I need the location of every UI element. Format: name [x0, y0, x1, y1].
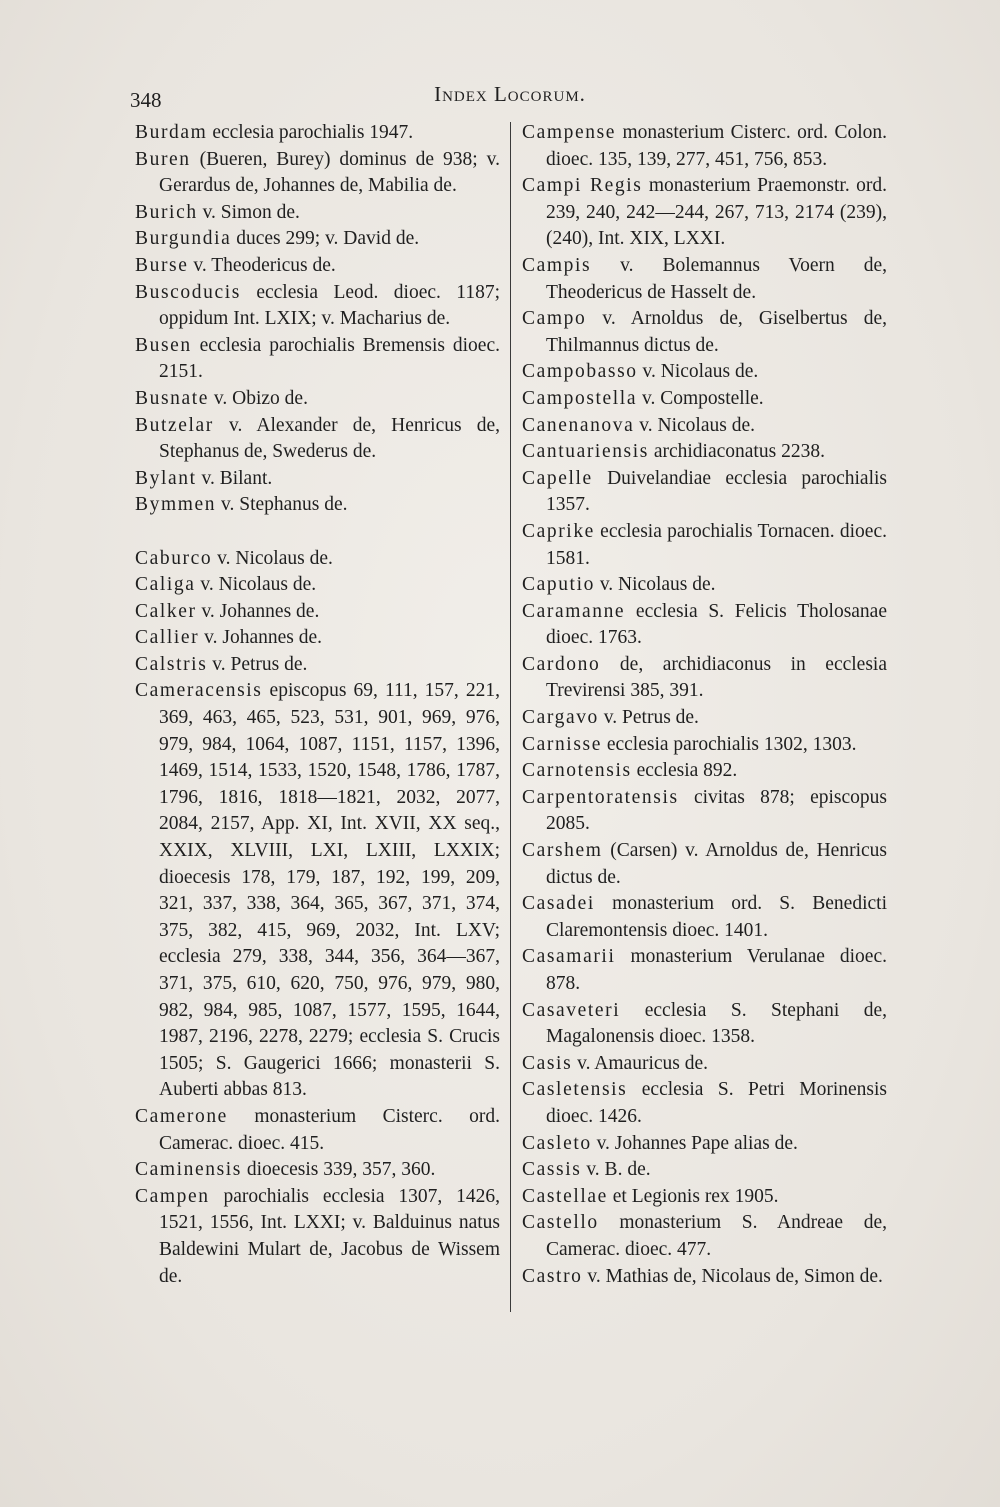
entry-keyword: Campense — [522, 122, 617, 143]
entry-keyword: Burich — [135, 201, 198, 223]
entry-text: dioecesis 339, 357, 360. — [242, 1159, 436, 1181]
index-entry — [135, 492, 500, 519]
entry-keyword: Cardono — [522, 653, 601, 675]
entry-keyword: Burse — [135, 254, 189, 276]
index-entry — [135, 652, 500, 679]
page-number: 348 — [130, 88, 162, 112]
index-entry — [522, 1157, 887, 1184]
entry-keyword: Buscoducis — [135, 281, 241, 303]
index-entry — [135, 147, 500, 200]
entry-keyword: Canenanova — [522, 414, 635, 436]
column-divider — [510, 122, 511, 1312]
entry-keyword: Caminensis — [135, 1159, 242, 1181]
entry-text: v. Petrus de. — [207, 653, 308, 675]
index-entry — [135, 572, 500, 599]
entry-text: v. Mathias de, Nicolaus de, Simon de. — [582, 1265, 883, 1287]
index-entry — [522, 705, 887, 732]
entry-keyword: Carpentoratensis — [522, 786, 679, 808]
index-entry — [135, 120, 500, 147]
entry-text: v. Amauricus de. — [572, 1052, 709, 1074]
entry-keyword: Campo — [522, 308, 587, 330]
index-column-right — [522, 120, 887, 1290]
entry-keyword: Capelle — [522, 467, 593, 489]
entry-keyword: Caliga — [135, 574, 196, 596]
index-entry — [522, 173, 887, 253]
index-entry — [522, 732, 887, 759]
entry-keyword: Butzelar — [135, 414, 214, 436]
index-entry — [135, 678, 500, 1104]
entry-text: v. Arnoldus de, Giselbertus de, Thilmannus dictus de. — [546, 308, 887, 356]
entry-keyword: Casamarii — [522, 946, 616, 968]
section-gap — [135, 519, 500, 546]
entry-keyword: Burdam — [135, 122, 208, 143]
index-entry — [522, 599, 887, 652]
entry-text: et Legionis rex 1905. — [607, 1185, 779, 1207]
entry-keyword: Caburco — [135, 547, 213, 569]
entry-text: v. Obizo de. — [209, 387, 308, 409]
entry-keyword: Calker — [135, 600, 197, 622]
index-entry — [522, 838, 887, 891]
index-entry — [135, 1157, 500, 1184]
entry-text: v. Compostelle. — [637, 387, 764, 409]
entry-keyword: Cassis — [522, 1159, 582, 1181]
entry-text: v. Petrus de. — [598, 707, 699, 729]
entry-text: v. Alexander de, Henricus de, Stephanus de, Swederus de. — [159, 414, 500, 463]
index-entry — [135, 1104, 500, 1157]
index-entry — [522, 785, 887, 838]
index-entry — [522, 1264, 887, 1291]
index-entry — [522, 439, 887, 466]
index-entry — [522, 120, 887, 173]
entry-text: v. B. de. — [581, 1159, 651, 1181]
index-entry — [135, 1184, 500, 1290]
index-entry — [135, 599, 500, 626]
entry-text: ecclesia Leod. dioec. 1187; oppidum Int. LXIX; v. Macharius de. — [159, 281, 500, 330]
index-entry — [135, 280, 500, 333]
entry-keyword: Cantuariensis — [522, 441, 649, 463]
entry-text: v. Simon de. — [197, 201, 300, 223]
index-entry — [522, 998, 887, 1051]
index-entry — [522, 944, 887, 997]
entry-keyword: Caramanne — [522, 600, 626, 622]
entry-keyword: Cameracensis — [135, 680, 263, 702]
entry-text: v. Bolemannus Voern de, Theodericus de Hasselt de. — [546, 254, 887, 303]
running-title: Index Locorum. — [434, 82, 586, 106]
index-entry — [522, 572, 887, 599]
entry-text: parochialis ecclesia 1307, 1426, 1521, 1556, Int. LXXI; v. Balduinus natus Baldewini Mulart de, Jacobus de Wissem de. — [159, 1185, 500, 1287]
index-entry — [522, 652, 887, 705]
entry-text: v. Stephanus de. — [216, 494, 348, 516]
entry-keyword: Buren — [135, 148, 191, 170]
index-entry — [135, 226, 500, 253]
entry-text: de, archidiaconus in ecclesia Trevirensi 385, 391. — [546, 653, 887, 702]
index-entry — [135, 333, 500, 386]
index-entry — [135, 200, 500, 227]
entry-text: v. Johannes Pape alias de. — [591, 1132, 798, 1154]
index-entry — [522, 1077, 887, 1130]
entry-text: ecclesia S. Felicis Tholosanae dioec. 1763. — [546, 600, 887, 649]
entry-keyword: Carnisse — [522, 733, 602, 755]
entry-keyword: Carnotensis — [522, 760, 632, 782]
entry-text: v. Nicolaus de. — [195, 574, 317, 596]
entry-text: v. Theodericus de. — [188, 254, 336, 276]
entry-text: v. Nicolaus de. — [212, 547, 333, 569]
index-entry — [135, 466, 500, 493]
index-entry — [522, 758, 887, 785]
page-header — [130, 78, 890, 112]
entry-keyword: Campobasso — [522, 361, 638, 383]
entry-keyword: Castellae — [522, 1185, 608, 1207]
index-entry — [135, 546, 500, 573]
entry-keyword: Casleto — [522, 1132, 592, 1154]
entry-keyword: Campostella — [522, 387, 638, 409]
entry-keyword: Busen — [135, 334, 192, 356]
entry-keyword: Busnate — [135, 387, 210, 409]
index-entry — [522, 466, 887, 519]
entry-text: monasterium ord. S. Benedicti Claremontensis dioec. 1401. — [546, 893, 887, 941]
index-entry — [522, 1131, 887, 1158]
index-column-left — [135, 120, 500, 1290]
index-entry — [522, 359, 887, 386]
index-entry — [522, 413, 887, 440]
entry-keyword: Casaveteri — [522, 999, 621, 1021]
entry-keyword: Bymmen — [135, 494, 217, 516]
entry-keyword: Caprike — [522, 520, 595, 542]
entry-text: archidiaconatus 2238. — [648, 441, 825, 463]
entry-text: monasterium S. Andreae de, Camerac. dioec. 477. — [546, 1212, 887, 1260]
entry-text: ecclesia parochialis 1947. — [207, 122, 414, 143]
index-entry — [135, 625, 500, 652]
entry-keyword: Castello — [522, 1212, 599, 1234]
entry-text: ecclesia 892. — [631, 760, 738, 782]
entry-text: duces 299; v. David de. — [231, 228, 420, 250]
index-entry — [522, 519, 887, 572]
index-entry — [135, 413, 500, 466]
entry-keyword: Campis — [522, 254, 592, 276]
entry-text: monasterium Praemonstr. ord. 239, 240, 242—244, 267, 713, 2174 (239), (240), Int. XIX, LXXI. — [546, 175, 887, 250]
index-entry — [522, 253, 887, 306]
entry-keyword: Casletensis — [522, 1079, 628, 1101]
index-entry — [522, 1184, 887, 1211]
entry-keyword: Camerone — [135, 1105, 228, 1127]
entry-text: monasterium Cisterc. ord. Camerac. dioec. 415. — [159, 1105, 500, 1154]
index-entry — [135, 253, 500, 280]
entry-text: ecclesia parochialis Tornacen. dioec. 1581. — [546, 520, 887, 569]
entry-keyword: Castro — [522, 1265, 583, 1287]
entry-keyword: Callier — [135, 627, 200, 649]
entry-keyword: Caputio — [522, 574, 595, 596]
entry-keyword: Bylant — [135, 467, 197, 489]
entry-keyword: Campi Regis — [522, 175, 643, 197]
index-entry — [522, 1210, 887, 1263]
entry-keyword: Casadei — [522, 893, 595, 915]
index-entry — [522, 386, 887, 413]
entry-keyword: Cargavo — [522, 707, 599, 729]
entry-text: ecclesia parochialis Bremensis dioec. 2151. — [159, 334, 500, 383]
entry-text: (Carsen) v. Arnoldus de, Henricus dictus de. — [546, 840, 887, 888]
entry-keyword: Burgundia — [135, 228, 232, 250]
entry-text: (Bueren, Burey) dominus de 938; v. Gerardus de, Johannes de, Mabilia de. — [159, 148, 500, 197]
entry-text: episcopus 69, 111, 157, 221, 369, 463, 465, 523, 531, 901, 969, 976, 979, 984, 1064, 1087, 1151, 1157, 1396, 1469, 1514, 1533, 1520, 1548, 1786, 1787, 1796, 1816, 1818—1821, 2032, 2077, 2084, 2157, App. XI, Int. XVII, XX seq., XXIX, XLVIII, LXI, LXIII, LXXIX; dioecesis 178, 179, 187, 192, 199, 209, 321, 337, 338, 364, 365, 367, 371, 374, 375, 382, 415, 969, 2032, Int. LXV; ecclesia 279, 338, 344, 356, 364—367, 371, 375, 610, 620, 750, 976, 979, 980, 982, 984, 985, 1087, 1577, 1595, 1644, 1987, 2196, 2278, 2279; ecclesia S. Crucis 1505; S. Gaugerici 1666; monasterii S. Auberti abbas 813. — [159, 680, 500, 1101]
entry-text: v. Nicolaus de. — [594, 574, 716, 596]
entry-text: monasterium Verulanae dioec. 878. — [546, 946, 887, 994]
index-entry — [135, 386, 500, 413]
index-entry — [522, 306, 887, 359]
entry-text: v. Johannes de. — [196, 600, 320, 622]
entry-text: v. Nicolaus de. — [637, 361, 759, 383]
entry-text: Duivelandiae ecclesia parochialis 1357. — [546, 467, 887, 516]
entry-text: ecclesia parochialis 1302, 1303. — [601, 733, 857, 755]
entry-text: ecclesia S. Stephani de, Magalonensis dioec. 1358. — [546, 999, 887, 1048]
entry-keyword: Campen — [135, 1185, 210, 1207]
entry-keyword: Casis — [522, 1052, 573, 1074]
entry-text: v. Nicolaus de. — [634, 414, 755, 436]
entry-text: monasterium Cisterc. ord. Colon. dioec. 135, 139, 277, 451, 756, 853. — [546, 122, 887, 170]
entry-text: v. Bilant. — [196, 467, 273, 489]
entry-text: v. Johannes de. — [199, 627, 323, 649]
entry-text: ecclesia S. Petri Morinensis dioec. 1426. — [546, 1079, 887, 1127]
index-entry — [522, 1051, 887, 1078]
index-entry — [522, 891, 887, 944]
entry-text: civitas 878; episcopus 2085. — [546, 786, 887, 835]
entry-keyword: Calstris — [135, 653, 208, 675]
entry-keyword: Carshem — [522, 840, 603, 862]
